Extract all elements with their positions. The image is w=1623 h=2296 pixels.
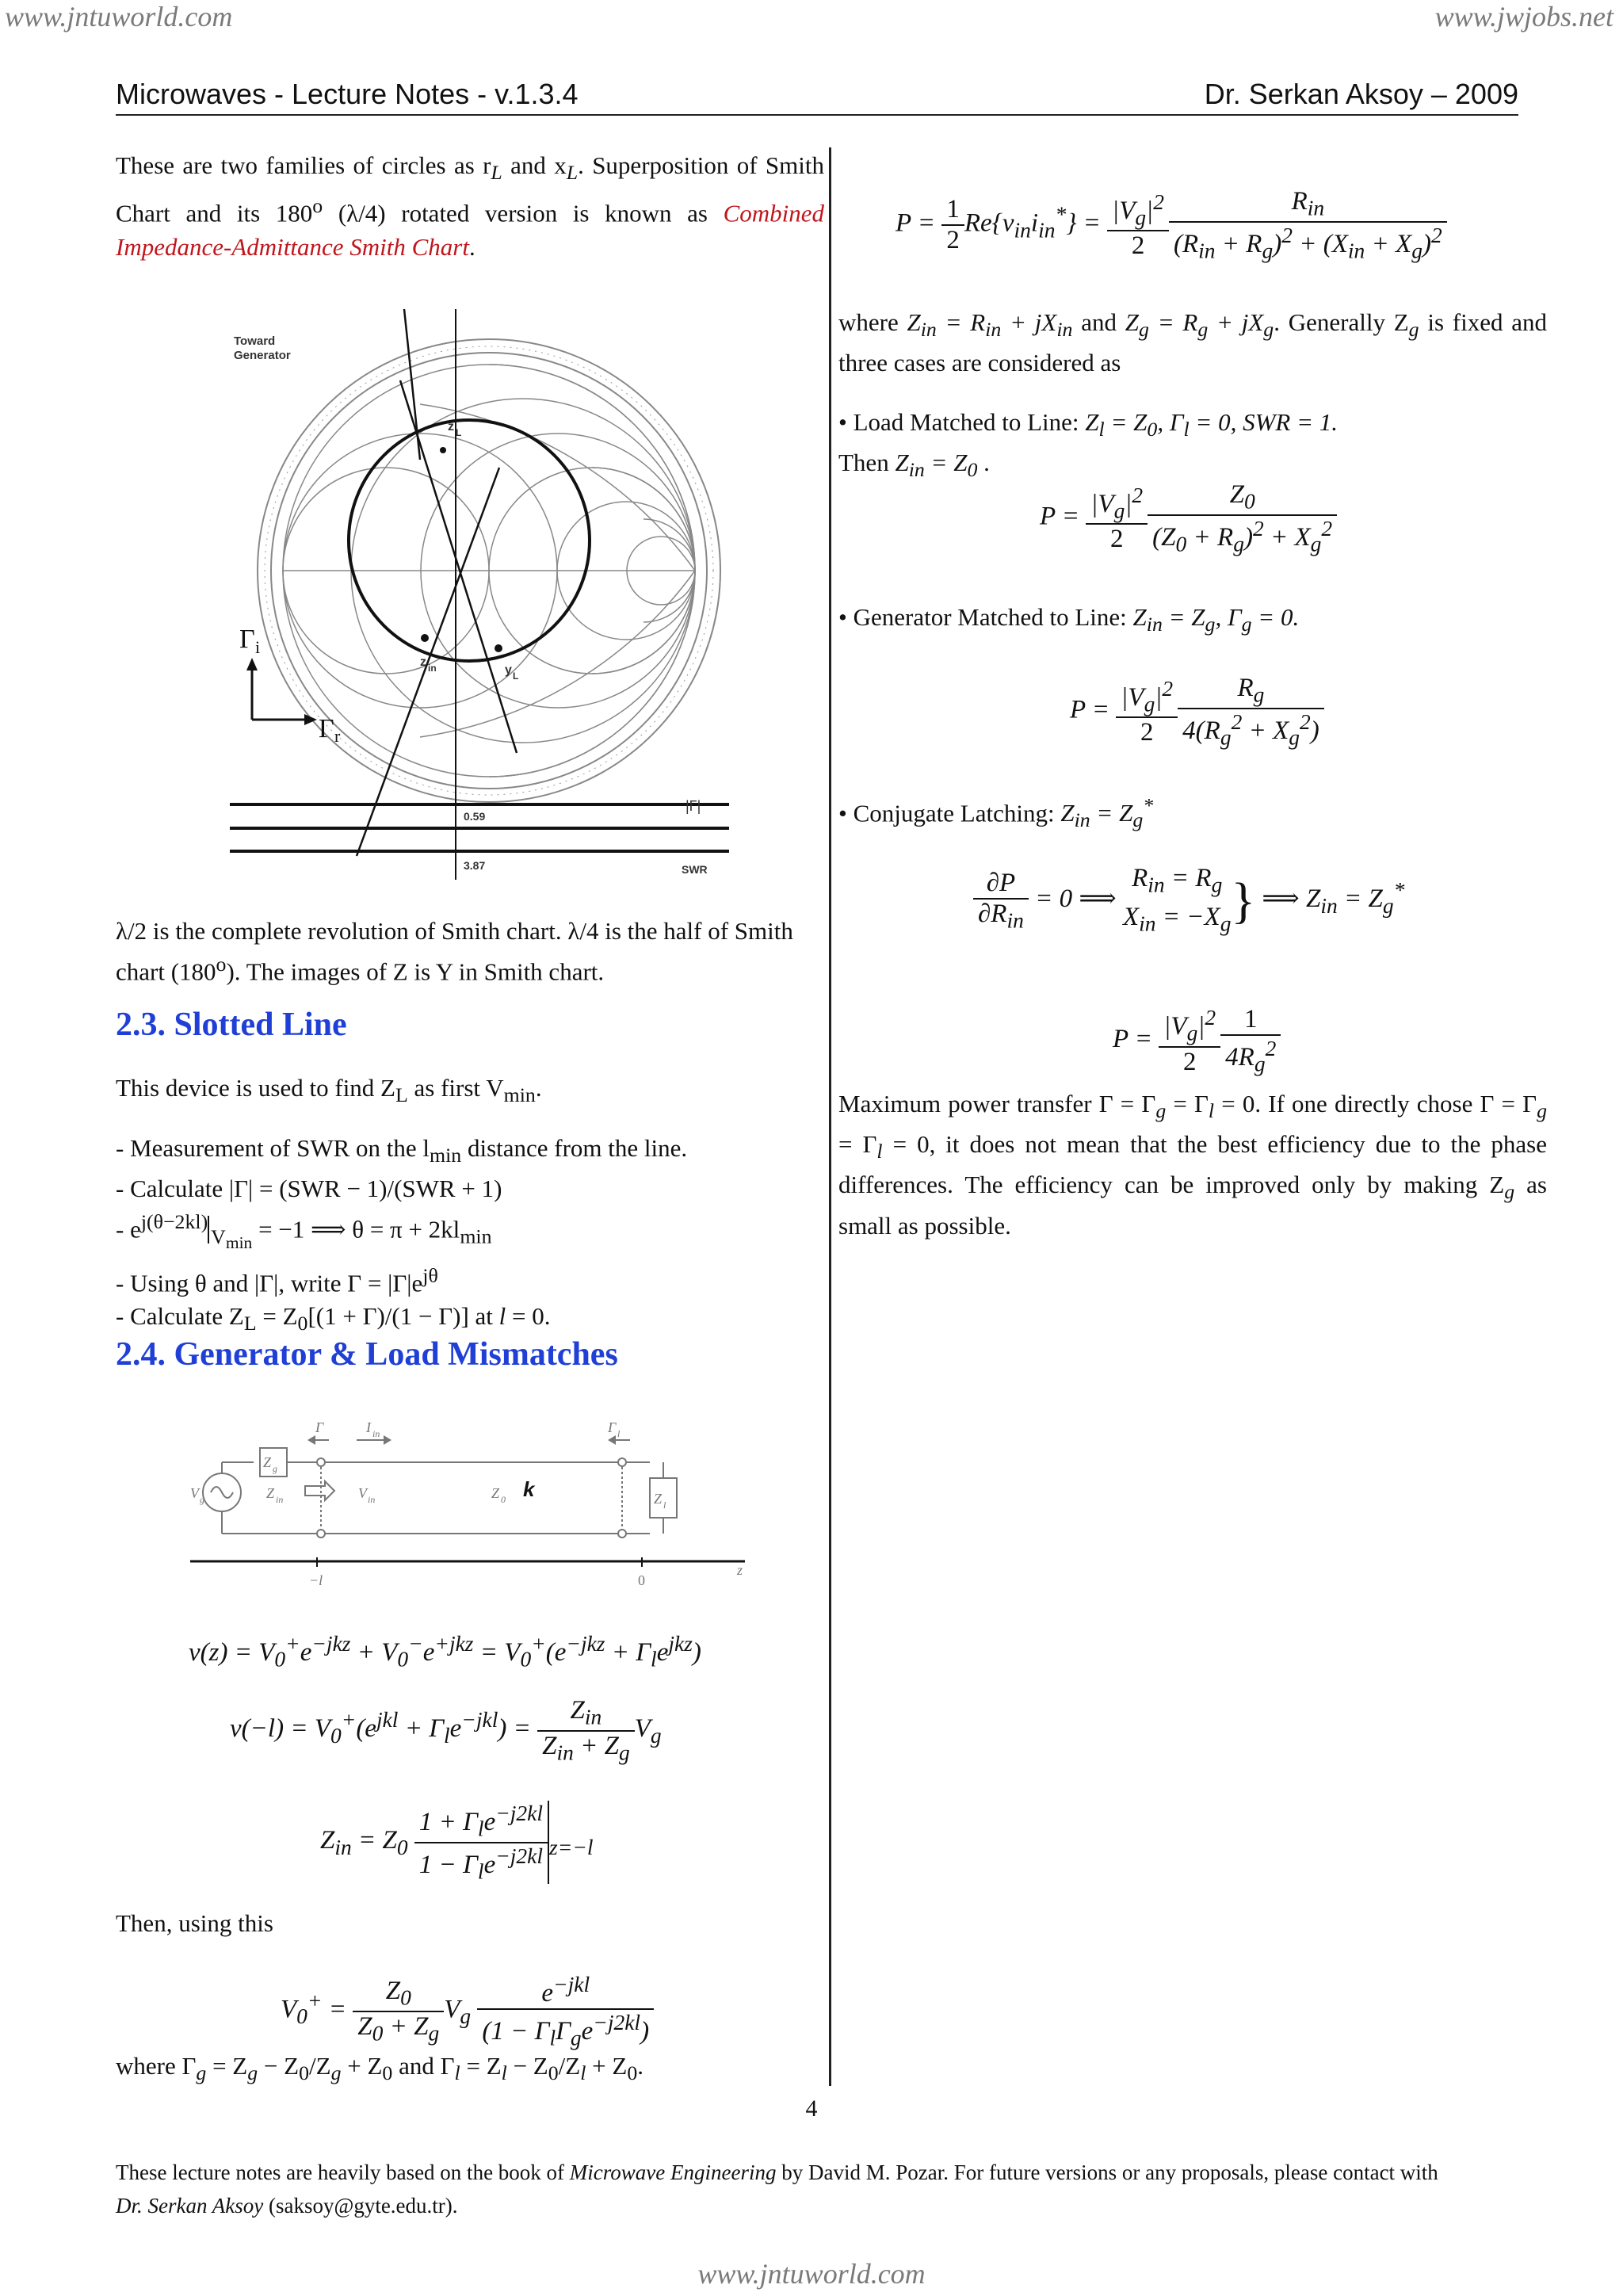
case-generator-matched: • Generator Matched to Line: $Z_{in} = Z_g$, $\Gamma_g = 0$. <box>838 603 1300 636</box>
svg-text:l: l <box>617 1428 621 1439</box>
svg-text:Toward: Toward <box>234 334 276 348</box>
svg-text:3.87: 3.87 <box>464 859 486 872</box>
svg-text:Z: Z <box>266 1485 275 1501</box>
svg-text:0: 0 <box>501 1494 506 1505</box>
svg-text:Γ: Γ <box>315 1419 324 1435</box>
svg-text:SWR: SWR <box>682 863 708 876</box>
svg-text:Γ: Γ <box>239 625 255 654</box>
svg-text:Γ: Γ <box>319 714 334 743</box>
svg-text:Z: Z <box>491 1485 500 1501</box>
header-title: Microwaves - Lecture Notes - v.1.3.4 <box>116 78 579 110</box>
svg-text:L: L <box>513 670 519 682</box>
svg-text:in: in <box>368 1494 376 1505</box>
svg-text:I: I <box>366 1419 371 1435</box>
equation-v-minus-l: $v(-l) = V_0^+(e^{jkl} + \Gamma_le^{-jkl})$ = $\frac{Z_{in}}{Z_{in} + Z_g}$ $V_g$ <box>230 1696 662 1765</box>
svg-text:i: i <box>255 637 261 657</box>
step-2: - Calculate |Γ| = (SWR − 1)/(SWR + 1) <box>116 1175 502 1203</box>
slotted-steps <box>116 1132 824 1340</box>
svg-text:in: in <box>276 1494 284 1505</box>
svg-text:k: k <box>523 1477 535 1501</box>
case-conjugate-matched: • Conjugate Latching: $Z_{in} = Z_g^*$ <box>838 794 1154 832</box>
page-footer: These lecture notes are heavily based on the book of Microwave Engineering by David M. Pozar. For future versions or any proposals, please contact with Dr. Serkan Aksoy (saksoy@gyte.edu.tr). <box>116 2160 1438 2218</box>
equation-power-max: P = $\frac{|V_g|^2}{2}$ $\frac{1}{4R_g^2}$ <box>1113 1005 1281 1077</box>
smith-chart-figure <box>222 309 753 880</box>
svg-text:V: V <box>358 1485 367 1501</box>
equation-conjugate-derivation: $\frac{\partial P}{\partial R_{in}}$ = 0 ⟹ $R_{in} = R_g$ $X_{in} = -X_g$} ⟹ $Z_{in} = Z_g^*$ <box>973 862 1404 939</box>
combined-chart-term: Combined Impedance-Admittance Smith Chart <box>116 199 825 261</box>
then-using-text: Then, using this <box>116 1909 273 1937</box>
svg-text:|Γ|: |Γ| <box>685 798 701 814</box>
equation-zin: $Z_{in} = Z_0$ $\frac{1 + \Gamma_le^{-j2kl}}{1 - \Gamma_le^{-j2kl}}$ $_{z=-l}$ <box>320 1801 594 1884</box>
header-author: Dr. Serkan Aksoy – 2009 <box>1204 78 1518 110</box>
svg-text:Γ: Γ <box>608 1419 617 1435</box>
svg-text:−l: −l <box>309 1572 323 1588</box>
watermark-top-left: www.jntuworld.com <box>5 1 233 32</box>
equation-v0-plus: $V_0^+$ = $\frac{Z_0}{Z_0 + Z_g}$ $V_g$ $\frac{e^{-jkl}}{(1 - \Gamma_l\Gamma_ge^{-j2kl})}$ <box>281 1972 654 2051</box>
svg-text:V: V <box>190 1485 199 1501</box>
step-3: - $e^{j(\theta-2kl)}_{V_{min}} = -1$ ⟹ $\theta = \pi + 2kl_{min}$ <box>116 1210 492 1252</box>
svg-text:z: z <box>737 1562 743 1578</box>
svg-text:r: r <box>334 726 341 746</box>
svg-text:z: z <box>448 420 454 434</box>
svg-text:l: l <box>663 1499 666 1511</box>
section-heading-mismatches: 2.4. Generator & Load Mismatches <box>116 1336 618 1373</box>
watermark-bottom: www.jntuworld.com <box>697 2258 926 2290</box>
page-number: 4 <box>805 2095 818 2122</box>
step-5: - Calculate $Z_L = Z_0[(1 + \Gamma)/(1 - \Gamma)]$ at l = 0. <box>116 1302 551 1335</box>
case-load-matched: • Load Matched to Line: $Z_l = Z_0$, $\Gamma_l = 0$, SWR = 1. Then $Z_{in} = Z_0$ . <box>838 408 1338 482</box>
step-4: - Using θ and |Γ|, write $\Gamma = |\Gamma|e^{j\theta}$ <box>116 1263 438 1297</box>
equation-power-case1: P = $\frac{|V_g|^2}{2}$ $\frac{Z_0}{(Z_0 + R_g)^2 + X_g^2}$ <box>1040 480 1337 556</box>
svg-text:Generator: Generator <box>234 349 291 362</box>
gamma-definitions: where $\Gamma_g = Z_g - Z_0/Z_g + Z_0$ and $\Gamma_l = Z_l - Z_0/Z_l + Z_0$. <box>116 2052 644 2085</box>
page-header <box>116 78 1518 116</box>
svg-text:0.59: 0.59 <box>464 810 486 823</box>
svg-text:0: 0 <box>638 1572 645 1588</box>
intro-paragraph: These are two families of circles as $r_L$ and $x_L$. Superposition of Smith Chart and its 180$^o$ (λ/4) rotated version is known as Combined Impedance-Admittance Smith Chart. <box>116 151 825 261</box>
revolution-paragraph: λ/2 is the complete revolution of Smith chart. λ/4 is the half of Smith chart (180$^o$). The images of Z is Y in Smith chart. <box>116 917 793 986</box>
svg-text:Z: Z <box>263 1454 272 1470</box>
equation-power: P = $\frac{1}{2}$ $Re\{v_{in}i_{in}^*\}$ = $\frac{|V_g|^2}{2}$ $\frac{R_{in}}{(R_{in} + R_g)^2 + (X_{in} + X_g)^2}$ <box>896 187 1447 263</box>
svg-text:L: L <box>456 427 462 438</box>
equation-power-case2: P = $\frac{|V_g|^2}{2}$ $\frac{R_g}{4(R_g^2 + X_g^2)}$ <box>1070 674 1324 750</box>
svg-text:in: in <box>428 663 437 674</box>
equation-vz: $v(z) = V_0^+e^{-jkz} + V_0^-e^{+jkz} = V_0^+(e^{-jkz} + \Gamma_le^{jkz})$ <box>189 1631 701 1671</box>
svg-text:z: z <box>420 655 426 669</box>
svg-text:g: g <box>273 1463 277 1474</box>
svg-text:g: g <box>200 1494 204 1505</box>
column-divider <box>829 147 831 2086</box>
transmission-line-circuit <box>190 1399 761 1597</box>
svg-text:Z: Z <box>654 1491 663 1507</box>
svg-text:in: in <box>372 1428 380 1439</box>
svg-text:y: y <box>505 663 512 677</box>
step-1: - Measurement of SWR on the $l_{min}$ distance from the line. <box>116 1134 688 1167</box>
zin-zg-definitions: where $Z_{in} = R_{in} + jX_{in}$ and $Z_g = R_g + jX_g$. Generally $Z_g$ is fixed and three cases are considered as <box>838 308 1548 377</box>
watermark-top-right: www.jwjobs.net <box>1434 1 1613 32</box>
slotted-intro: This device is used to find $Z_L$ as first $V_{min}$. <box>116 1074 542 1107</box>
max-power-paragraph: Maximum power transfer $\Gamma = \Gamma_g = \Gamma_l = 0$. If one directly chose $\Gamma = \Gamma_g = \Gamma_l = 0$, it does not mean that the best efficiency due to the phase differences. The efficiency can be improved only by making $Z_g$ as small as possible. <box>838 1090 1548 1240</box>
section-heading-slotted-line: 2.3. Slotted Line <box>116 1007 347 1043</box>
